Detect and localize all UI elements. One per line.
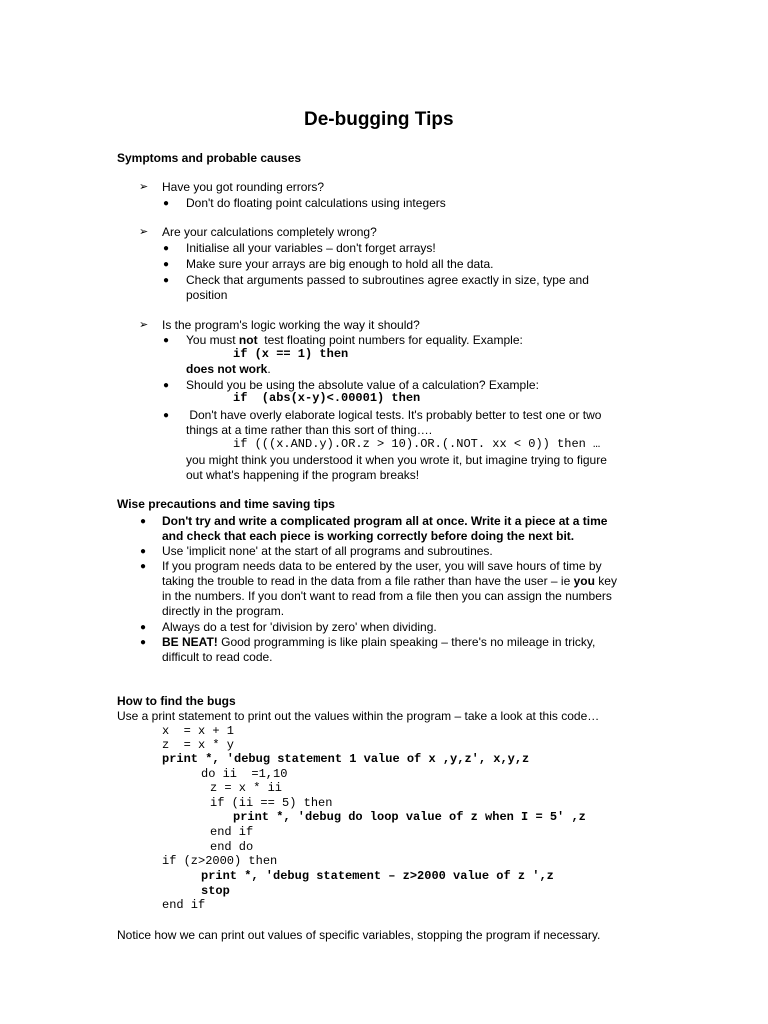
list-item-continued: taking the trouble to read in the data from a file rather than have the user – ie you key — [162, 574, 617, 588]
bullet-icon: ● — [163, 275, 170, 286]
bullet-icon: ● — [140, 637, 147, 648]
code-line: if (z>2000) then — [162, 854, 278, 868]
list-item-continued: and check that each piece is working correctly before doing the next bit. — [162, 529, 575, 543]
code-line: print *, 'debug statement – z>2000 value of z ',z — [201, 869, 554, 883]
list-item: Initialise all your variables – don't forget arrays! — [186, 241, 436, 255]
bullet-icon: ● — [140, 516, 147, 527]
list-item: Should you be using the absolute value of a calculation? Example: — [186, 378, 539, 392]
list-item: Check that arguments passed to subroutines agree exactly in size, type and — [186, 273, 589, 287]
arrow-bullet-icon: ➢ — [139, 319, 149, 331]
list-item-continued: directly in the program. — [162, 604, 285, 618]
bullet-icon: ● — [140, 546, 147, 557]
outro-text: Notice how we can print out values of specific variables, stopping the program if necessary. — [117, 928, 601, 942]
arrow-bullet-icon: ➢ — [139, 226, 149, 238]
list-item: Make sure your arrays are big enough to hold all the data. — [186, 257, 494, 271]
list-item-continued: difficult to read code. — [162, 650, 273, 664]
bullet-icon: ● — [140, 622, 147, 633]
list-item: Use 'implicit none' at the start of all programs and subroutines. — [162, 544, 493, 558]
list-item: Don't do floating point calculations using integers — [186, 196, 446, 210]
question-logic: Is the program's logic working the way it should? — [162, 318, 420, 332]
list-item-continued: does not work. — [186, 362, 271, 376]
code-line: if (((x.AND.y).OR.z > 10).OR.(.NOT. xx < 0)) then … — [233, 437, 601, 451]
page-title: De-bugging Tips — [304, 109, 454, 130]
code-line: if (abs(x-y)<.00001) then — [233, 391, 421, 405]
code-line: stop — [201, 884, 230, 898]
code-line: end if — [162, 898, 206, 912]
bullet-icon: ● — [163, 198, 170, 209]
list-item: Always do a test for 'division by zero' when dividing. — [162, 620, 437, 634]
list-item: Don't have overly elaborate logical tests. It's probably better to test one or two — [186, 408, 602, 422]
code-line: do ii =1,10 — [201, 767, 288, 781]
arrow-bullet-icon: ➢ — [139, 181, 149, 193]
bullet-icon: ● — [163, 335, 170, 346]
code-line: z = x * ii — [210, 781, 283, 795]
bullet-icon: ● — [163, 259, 170, 270]
list-item-continued: things at a time rather than this sort of thing…. — [186, 423, 433, 437]
code-line: end if — [210, 825, 254, 839]
code-line: if (x == 1) then — [233, 347, 349, 361]
code-line: print *, 'debug do loop value of z when I = 5' ,z — [233, 810, 586, 824]
bullet-icon: ● — [163, 410, 170, 421]
list-item-continued: position — [186, 288, 228, 302]
code-line: z = x * y — [162, 738, 235, 752]
question-rounding: Have you got rounding errors? — [162, 180, 325, 194]
section-heading-symptoms: Symptoms and probable causes — [117, 151, 302, 165]
question-calculations: Are your calculations completely wrong? — [162, 225, 377, 239]
list-item-continued: in the numbers. If you don't want to read from a file then you can assign the numbers — [162, 589, 612, 603]
code-line: print *, 'debug statement 1 value of x ,y,z', x,y,z — [162, 752, 530, 766]
list-item-continued: you might think you understood it when you wrote it, but imagine trying to figure — [186, 453, 607, 467]
bullet-icon: ● — [163, 243, 170, 254]
section-heading-precautions: Wise precautions and time saving tips — [117, 497, 335, 511]
list-item: Don't try and write a complicated program all at once. Write it a piece at a time — [162, 514, 608, 528]
list-item: BE NEAT! Good programming is like plain speaking – there's no mileage in tricky, — [162, 635, 596, 649]
code-line: end do — [210, 840, 254, 854]
bullet-icon: ● — [163, 380, 170, 391]
section-heading-find-bugs: How to find the bugs — [117, 694, 236, 708]
list-item: You must not test floating point numbers for equality. Example: — [186, 333, 523, 347]
intro-text: Use a print statement to print out the values within the program – take a look at this code… — [117, 709, 600, 723]
list-item-continued: out what's happening if the program breaks! — [186, 468, 420, 482]
bullet-icon: ● — [140, 561, 147, 572]
code-line: x = x + 1 — [162, 724, 235, 738]
code-line: if (ii == 5) then — [210, 796, 333, 810]
list-item: If you program needs data to be entered by the user, you will save hours of time by — [162, 559, 602, 573]
